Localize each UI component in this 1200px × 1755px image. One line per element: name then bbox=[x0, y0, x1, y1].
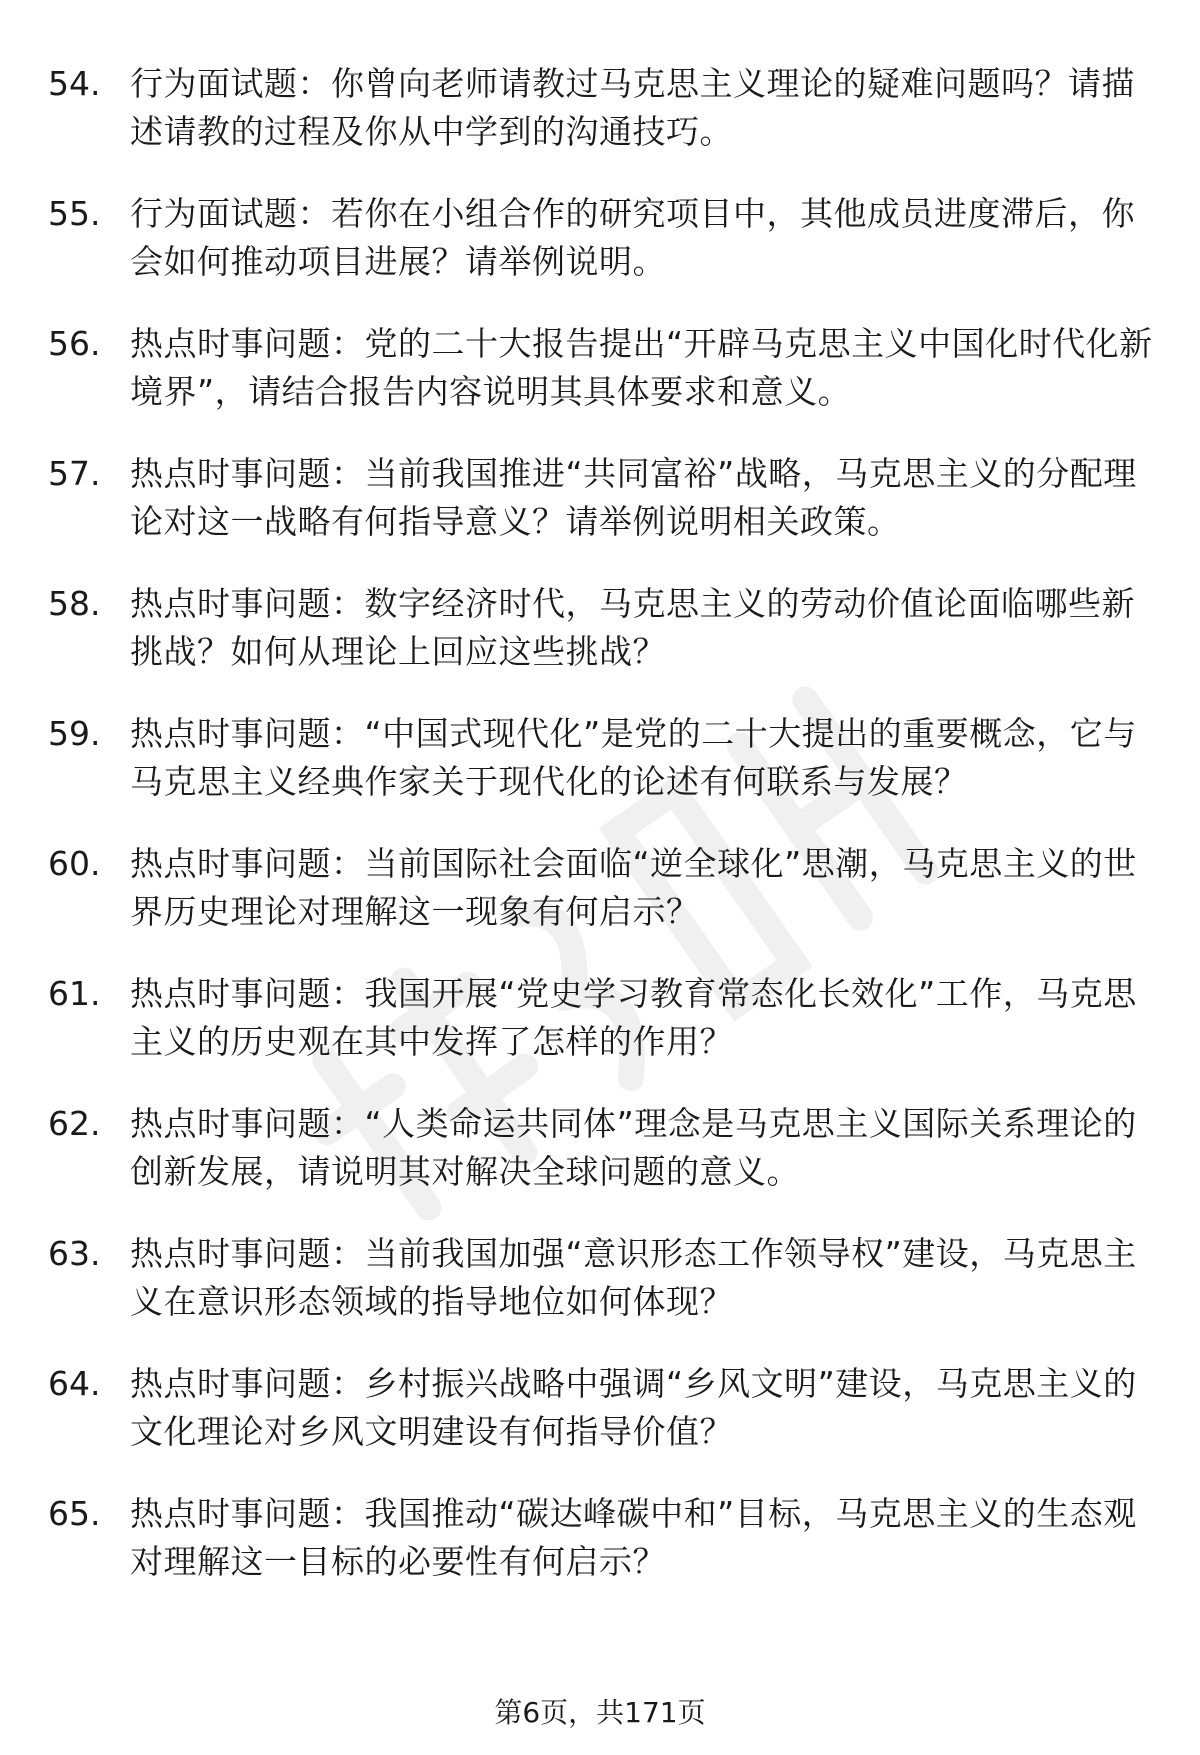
question-text: 热点时事问题：乡村振兴战略中强调“乡风文明”建设，马克思主义的文化理论对乡风文明建设有何指导价值？ bbox=[130, 1364, 1137, 1451]
question-text: 热点时事问题：党的二十大报告提出“开辟马克思主义中国化时代化新境界”，请结合报告内容说明其具体要求和意义。 bbox=[130, 324, 1153, 411]
question-number: 64. bbox=[48, 1364, 101, 1403]
question-text: 热点时事问题：当前我国推进“共同富裕”战略，马克思主义的分配理论对这一战略有何指导意义？请举例说明相关政策。 bbox=[130, 454, 1137, 541]
question-item bbox=[48, 190, 1158, 286]
question-item bbox=[48, 840, 1158, 936]
question-item bbox=[48, 1230, 1158, 1326]
question-list bbox=[48, 60, 1158, 1620]
question-number: 58. bbox=[48, 584, 101, 623]
question-item bbox=[48, 970, 1158, 1066]
question-item bbox=[48, 1360, 1158, 1456]
question-text: 热点时事问题：当前我国加强“意识形态工作领导权”建设，马克思主义在意识形态领域的指导地位如何体现？ bbox=[130, 1234, 1137, 1321]
question-item bbox=[48, 710, 1158, 806]
question-item bbox=[48, 320, 1158, 416]
question-number: 65. bbox=[48, 1494, 101, 1533]
question-item bbox=[48, 1490, 1158, 1586]
question-number: 57. bbox=[48, 454, 101, 493]
question-text: 行为面试题：你曾向老师请教过马克思主义理论的疑难问题吗？请描述请教的过程及你从中学到的沟通技巧。 bbox=[130, 64, 1135, 151]
question-text: 热点时事问题：数字经济时代，马克思主义的劳动价值论面临哪些新挑战？如何从理论上回应这些挑战？ bbox=[130, 584, 1135, 671]
question-number: 63. bbox=[48, 1234, 101, 1273]
question-item bbox=[48, 60, 1158, 156]
question-item bbox=[48, 580, 1158, 676]
question-text: 热点时事问题：当前国际社会面临“逆全球化”思潮，马克思主义的世界历史理论对理解这一现象有何启示？ bbox=[130, 844, 1137, 931]
question-number: 55. bbox=[48, 194, 101, 233]
question-number: 60. bbox=[48, 844, 101, 883]
question-number: 59. bbox=[48, 714, 101, 753]
question-number: 54. bbox=[48, 64, 101, 103]
page-footer: 第6页，共171页 bbox=[494, 1696, 706, 1729]
question-number: 56. bbox=[48, 324, 101, 363]
question-text: 热点时事问题：我国开展“党史学习教育常态化长效化”工作，马克思主义的历史观在其中发挥了怎样的作用？ bbox=[130, 974, 1137, 1061]
question-text: 行为面试题：若你在小组合作的研究项目中，其他成员进度滞后，你会如何推动项目进展？请举例说明。 bbox=[130, 194, 1135, 281]
question-number: 61. bbox=[48, 974, 101, 1013]
question-item bbox=[48, 450, 1158, 546]
question-text: 热点时事问题：“人类命运共同体”理念是马克思主义国际关系理论的创新发展，请说明其对解决全球问题的意义。 bbox=[130, 1104, 1137, 1191]
question-text: 热点时事问题：我国推动“碳达峰碳中和”目标，马克思主义的生态观对理解这一目标的必要性有何启示？ bbox=[130, 1494, 1137, 1581]
question-item bbox=[48, 1100, 1158, 1196]
question-text: 热点时事问题：“中国式现代化”是党的二十大提出的重要概念，它与马克思主义经典作家关于现代化的论述有何联系与发展？ bbox=[130, 714, 1137, 801]
question-number: 62. bbox=[48, 1104, 101, 1143]
